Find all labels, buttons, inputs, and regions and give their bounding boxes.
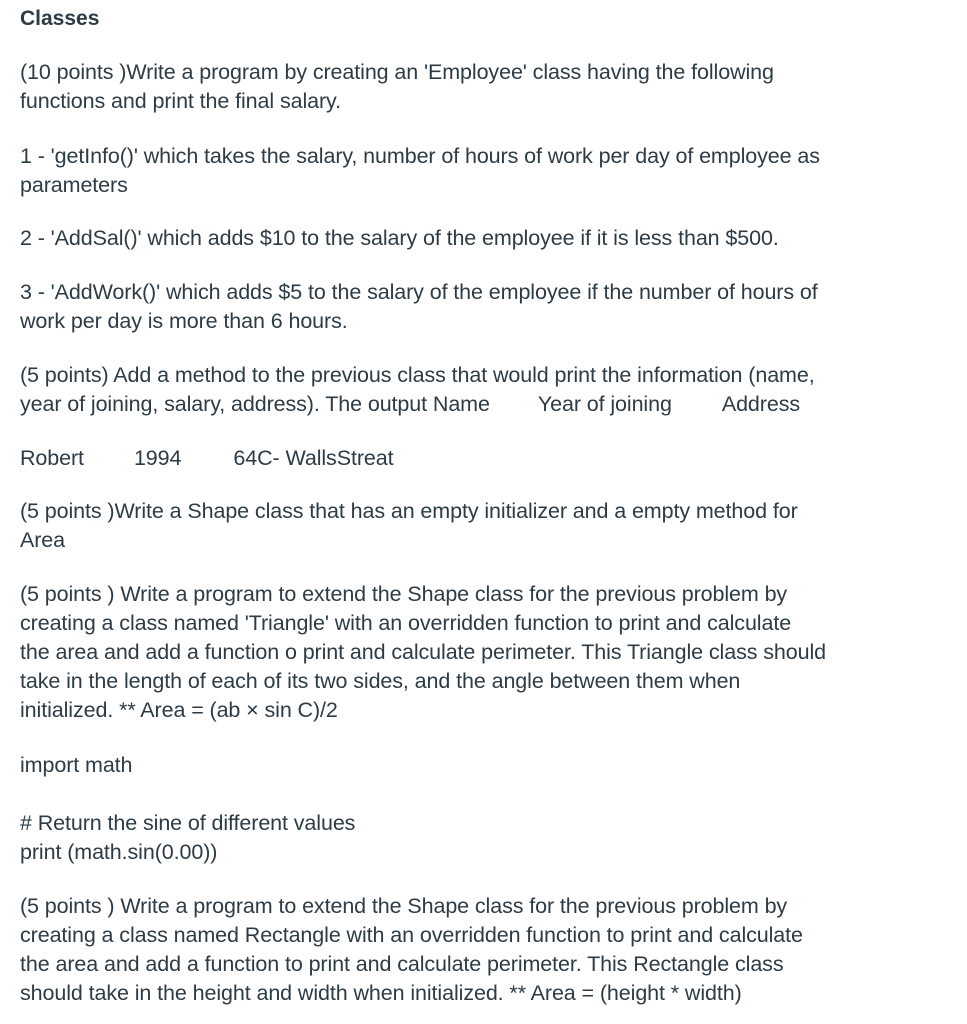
paragraph-line: 2 - 'AddSal()' which adds $10 to the salary of the employee if it is less than $500.: [20, 226, 779, 250]
code-import-line: [20, 751, 960, 780]
paragraph-line: take in the length of each of its two sides, and the angle between them when: [20, 669, 741, 693]
paragraph-line: initialized. ** Area = (ab × sin C)/2: [20, 698, 338, 722]
paragraph-line: (10 points )Write a program by creating an 'Employee' class having the following: [20, 60, 774, 84]
paragraph-line: 3 - 'AddWork()' which adds $5 to the salary of the employee if the number of hours of: [20, 280, 818, 304]
output-column-address: Address: [721, 392, 801, 416]
paragraph-line: functions and print the final salary.: [20, 89, 341, 113]
paragraph-line: parameters: [20, 173, 128, 197]
output-column-year: Year of joining: [537, 392, 672, 416]
paragraph-line: creating a class named Rectangle with an overridden function to print and calculate: [20, 923, 803, 947]
rectangle-class-task: [20, 892, 960, 1008]
paragraph-line: [20, 444, 960, 473]
code-sine-example: [20, 809, 960, 867]
paragraph-line: Area: [20, 528, 66, 552]
paragraph-line: should take in the height and width when initialized. ** Area = (height * width): [20, 981, 742, 1005]
output-label-text: year of joining, salary, address). The output Name: [20, 392, 490, 416]
paragraph-line: 1 - 'getInfo()' which takes the salary, number of hours of work per day of employee as: [20, 144, 820, 168]
paragraph-line: import math: [20, 753, 133, 777]
employee-class-task: [20, 58, 960, 116]
paragraph-line: (5 points )Write a Shape class that has an empty initializer and a empty method for: [20, 499, 798, 523]
paragraph-line: (5 points ) Write a program to extend the Shape class for the previous problem by: [20, 894, 788, 918]
paragraph-line: (5 points) Add a method to the previous class that would print the information (name,: [20, 363, 815, 387]
paragraph-line: print (math.sin(0.00)): [20, 840, 218, 864]
addsal-requirement: [20, 224, 960, 253]
sample-address: 64C- WallsStreat: [233, 446, 394, 470]
paragraph-line: work per day is more than 6 hours.: [20, 309, 348, 333]
sample-output-row: [20, 444, 960, 473]
sample-year: 1994: [133, 446, 182, 470]
shape-class-task: [20, 497, 960, 555]
paragraph-line: creating a class named 'Triangle' with an overridden function to print and calculate: [20, 611, 792, 635]
triangle-class-task: [20, 580, 960, 725]
addwork-requirement: [20, 278, 960, 336]
paragraph-line: # Return the sine of different values: [20, 811, 356, 835]
paragraph-line: the area and add a function o print and calculate perimeter. This Triangle class should: [20, 640, 827, 664]
paragraph-line: (5 points ) Write a program to extend the Shape class for the previous problem by: [20, 582, 788, 606]
getinfo-requirement: [20, 142, 960, 200]
print-info-task: [20, 361, 960, 419]
paragraph-line: the area and add a function to print and calculate perimeter. This Rectangle class: [20, 952, 784, 976]
sample-name: Robert: [20, 446, 84, 470]
page-title: Classes: [20, 7, 100, 30]
paragraph-line: [20, 390, 960, 419]
